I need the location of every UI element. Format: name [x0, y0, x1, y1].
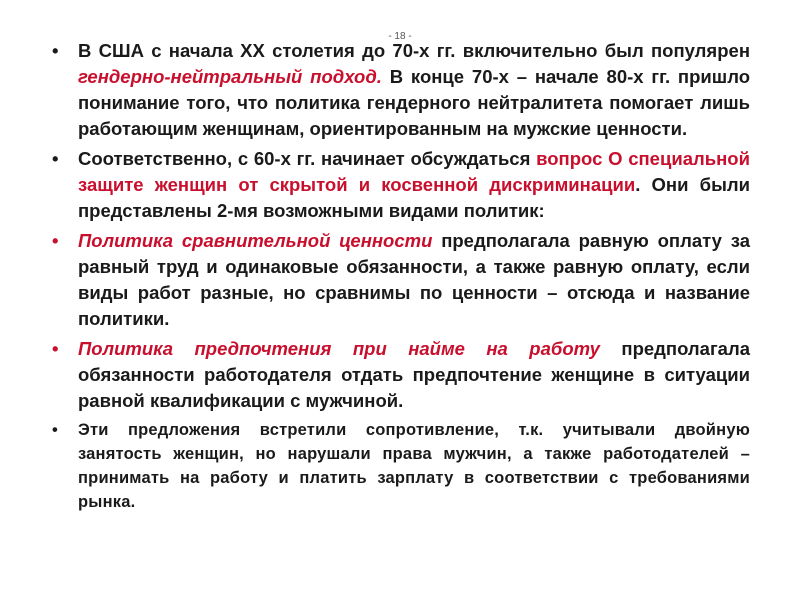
bullet-comparable-worth-policy	[50, 228, 750, 332]
page-number: - 18 -	[388, 31, 412, 42]
slide-content	[50, 38, 750, 514]
bullet-special-protection	[50, 146, 750, 224]
bullet-gender-neutral-approach	[50, 38, 750, 142]
bullet-1-continuation: В конце 70-х – начале 80-х гг. пришло понимание того, что политика гендерного нейтралитета помогает лишь работающим женщинам, ориентированным на мужские ценности.	[78, 66, 750, 139]
bullet-4-policy-name: Политика предпочтения при найме на работу	[78, 338, 600, 359]
bullet-2-text: Соответственно, с 60-х гг. начинает обсуждаться	[78, 148, 537, 169]
bullet-resistance	[50, 418, 750, 514]
bullet-3-policy-name: Политика сравнительной ценности	[78, 230, 433, 251]
bullet-1-text: В США с начала XX столетия до 70-х гг. включительно был популярен	[78, 40, 750, 61]
bullet-3-description: предполагала равную оплату за равный труд и одинаковые обязанности, а также равную оплату, если виды работ разные, но сравнимы по ценности – отсюда и название политики.	[78, 230, 750, 329]
bullet-2-continuation: . Они были представлены 2-мя возможными видами политик:	[78, 174, 750, 221]
bullet-2-emphasis: вопрос О специальной защите женщин от скрытой и косвенной дискриминации	[78, 148, 750, 195]
bullet-1-emphasis: гендерно-нейтральный подход.	[78, 66, 382, 87]
bullet-hiring-preference-policy	[50, 336, 750, 414]
bullet-5-text: Эти предложения встретили сопротивление, т.к. учитывали двойную занятость женщин, но нарушали права мужчин, а также работодателей – принимать на работу и платить зарплату в соответствии с требованиями рынка.	[78, 421, 750, 511]
bullet-4-description: предполагала обязанности работодателя отдать предпочтение женщине в ситуации равной квалификации с мужчиной.	[78, 338, 750, 411]
